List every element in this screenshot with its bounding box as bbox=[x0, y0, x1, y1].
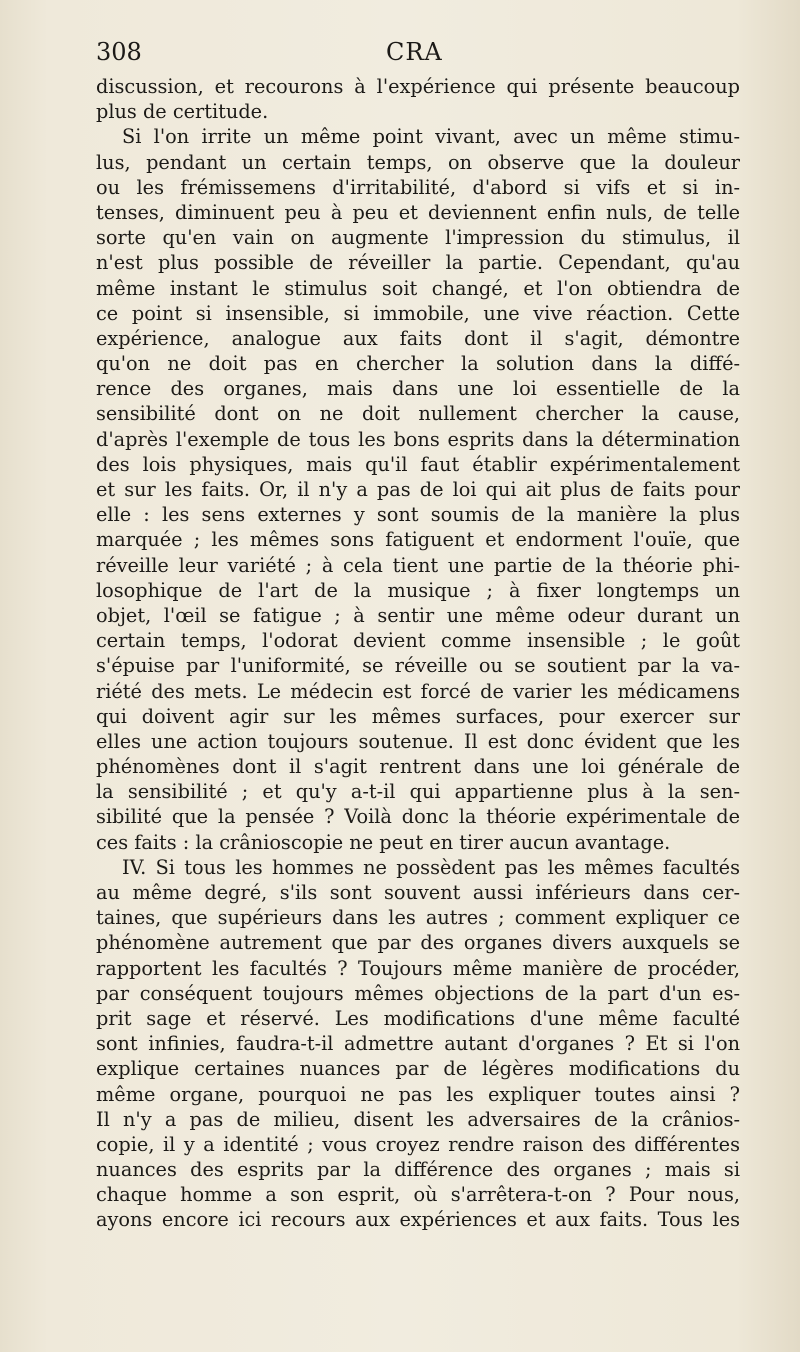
body-text bbox=[96, 74, 740, 1233]
text-line: copie, il y a identité ; vous croyez rendre raison des différentes bbox=[96, 1132, 740, 1156]
text-line: certain temps, l'odorat devient comme insensible ; le goût bbox=[96, 629, 740, 653]
text-line: objet, l'œil se fatigue ; à sentir une même odeur durant un bbox=[96, 603, 740, 627]
text-line: sorte qu'en vain on augmente l'impression du stimulus, il bbox=[96, 226, 740, 250]
text-line: ayons encore ici recours aux expériences et aux faits. Tous les bbox=[96, 1208, 740, 1232]
text-line: réveille leur variété ; à cela tient une partie de la théorie phi- bbox=[96, 553, 740, 577]
text-line: chaque homme a son esprit, où s'arrêtera-t-on ? Pour nous, bbox=[96, 1183, 740, 1207]
text-line: d'après l'exemple de tous les bons esprits dans la détermination bbox=[96, 427, 740, 451]
text-line: taines, que supérieurs dans les autres ; comment expliquer ce bbox=[96, 906, 740, 930]
text-line: ces faits : la crânioscopie ne peut en tirer aucun avantage. bbox=[96, 830, 671, 854]
text-line: et sur les faits. Or, il n'y a pas de loi qui ait plus de faits pour bbox=[96, 478, 740, 501]
text-line: même organe, pourquoi ne pas les expliquer toutes ainsi ? bbox=[96, 1082, 740, 1106]
text-line: sibilité que la pensée ? Voilà donc la théorie expérimentale de bbox=[96, 805, 740, 829]
text-line: riété des mets. Le médecin est forcé de varier les médicamens bbox=[96, 679, 740, 703]
text-line: Il n'y a pas de milieu, disent les adversaires de la crânios- bbox=[96, 1107, 740, 1131]
text-line: rence des organes, mais dans une loi essentielle de la bbox=[96, 377, 740, 401]
text-line: rapportent les facultés ? Toujours même manière de procéder, bbox=[96, 956, 740, 980]
text-line: phénomène autrement que par des organes divers auxquels se bbox=[96, 931, 740, 955]
text-line: qui doivent agir sur les mêmes surfaces, pour exercer sur bbox=[96, 704, 740, 728]
text-line: s'épuise par l'uniformité, se réveille ou se soutient par la va- bbox=[96, 654, 740, 678]
text-line: plus de certitude. bbox=[96, 100, 269, 124]
text-line: elle : les sens externes y sont soumis de la manière la plus bbox=[96, 503, 740, 527]
text-line: elles une action toujours soutenue. Il est donc évident que les bbox=[96, 729, 740, 753]
text-line: sont infinies, faudra-t-il admettre autant d'organes ? Et si l'on bbox=[96, 1032, 740, 1056]
text-line: même instant le stimulus soit changé, et l'on obtiendra de bbox=[96, 276, 740, 300]
text-line: lus, pendant un certain temps, on observe que la douleur bbox=[96, 150, 740, 174]
text-line: ce point si insensible, si immobile, une vive réaction. Cette bbox=[96, 301, 740, 325]
text-line: des lois physiques, mais qu'il faut établir expérimentalement bbox=[96, 452, 740, 476]
text-line: sensibilité dont on ne doit nullement chercher la cause, bbox=[96, 402, 740, 426]
text-line: tenses, diminuent peu à peu et deviennent enfin nuls, de telle bbox=[96, 200, 740, 224]
text-line: marquée ; les mêmes sons fatiguent et endorment l'ouïe, que bbox=[96, 528, 740, 552]
text-line: nuances des esprits par la différence des organes ; mais si bbox=[96, 1158, 740, 1182]
text-line: explique certaines nuances par de légères modifications du bbox=[96, 1057, 740, 1081]
text-line: expérience, analogue aux faits dont il s'agit, démontre bbox=[96, 326, 740, 350]
page-header bbox=[96, 38, 744, 72]
text-line: la sensibilité ; et qu'y a-t-il qui appartienne plus à la sen- bbox=[96, 780, 740, 804]
text-line: discussion, et recourons à l'expérience qui présente beaucoup bbox=[96, 75, 740, 98]
text-line: prit sage et réservé. Les modifications d'une même faculté bbox=[96, 1006, 740, 1030]
text-line: par conséquent toujours mêmes objections de la part d'un es- bbox=[96, 981, 740, 1005]
text-line: losophique de l'art de la musique ; à fixer longtemps un bbox=[96, 578, 740, 602]
text-line: Si l'on irrite un même point vivant, avec un même stimu- bbox=[122, 125, 740, 149]
text-line: ou les frémissemens d'irritabilité, d'abord si vifs et si in- bbox=[96, 175, 740, 199]
text-line: n'est plus possible de réveiller la partie. Cependant, qu'au bbox=[96, 251, 740, 275]
text-line: qu'on ne doit pas en chercher la solution dans la diffé- bbox=[96, 352, 740, 376]
text-line: IV. Si tous les hommes ne possèdent pas les mêmes facultés bbox=[122, 855, 740, 879]
running-head: CRA bbox=[386, 38, 443, 66]
page-number: 308 bbox=[96, 38, 142, 66]
text-line: au même degré, s'ils sont souvent aussi inférieurs dans cer- bbox=[96, 881, 740, 904]
text-line: phénomènes dont il s'agit rentrent dans une loi générale de bbox=[96, 755, 740, 779]
